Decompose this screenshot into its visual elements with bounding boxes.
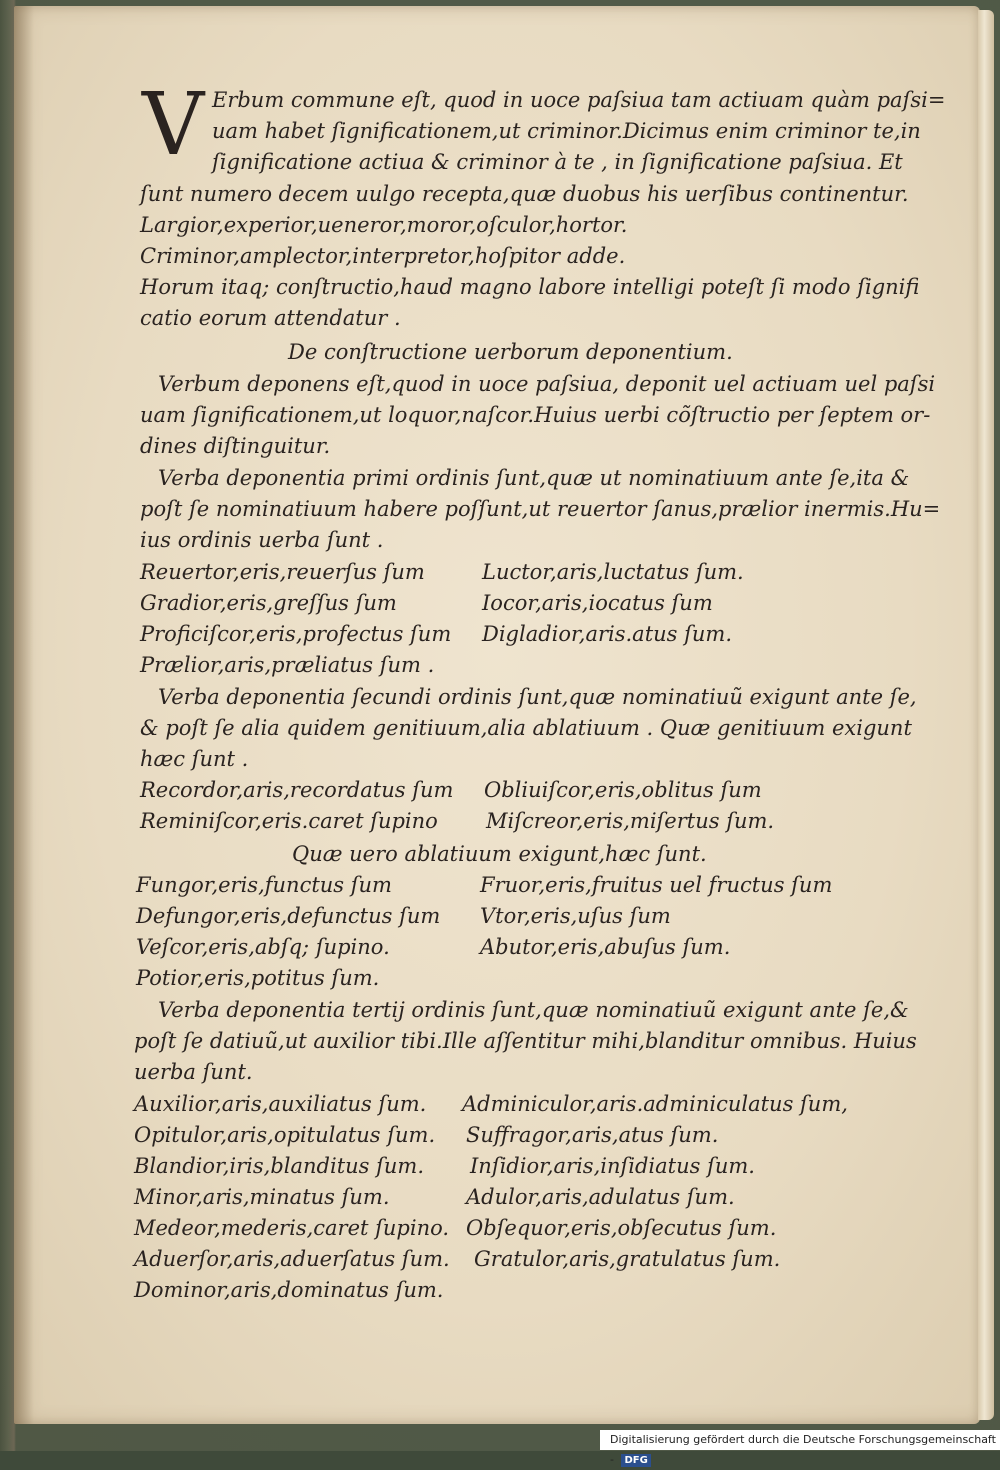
text-line: Auxilior,aris,auxiliatus ſum. (134, 1092, 427, 1116)
text-line: Vtor,eris,uſus ſum (480, 904, 671, 928)
text-line: ſignificatione actiua & criminor à te , in ſignificatione paſsiua. Et (212, 150, 903, 174)
text-line: Erbum commune eſt, quod in uoce paſsiua tam actiuam quàm paſsi= (212, 88, 946, 112)
text-line: Aduerſor,aris,aduerſatus ſum. (134, 1247, 450, 1271)
text-line: Opitulor,aris,opitulatus ſum. (134, 1123, 436, 1147)
text-line: Iocor,aris,iocatus ſum (482, 591, 713, 615)
text-line: poſt ſe datiuũ,ut auxilior tibi.Ille aſſentitur mihi,blanditur omnibus. Huius (134, 1029, 917, 1053)
text-line: Horum itaq; conſtructio,haud magno labore intelligi poteſt ſi modo ſignifi (140, 275, 920, 299)
text-line: Fruor,eris,fruitus uel fructus ſum (480, 873, 833, 897)
dfg-logo-icon: DFG (621, 1454, 650, 1467)
text-line: Reuertor,eris,reuerſus ſum (140, 560, 425, 584)
text-line: Blandior,iris,blanditus ſum. (134, 1154, 424, 1178)
text-line: Dominor,aris,dominatus ſum. (134, 1278, 444, 1302)
text-line: Verba deponentia ſecundi ordinis ſunt,quæ nominatiuũ exigunt ante ſe, (158, 685, 917, 709)
text-line: Medeor,mederis,caret ſupino. (134, 1216, 450, 1240)
text-line: Recordor,aris,recordatus ſum (140, 778, 454, 802)
text-line: Criminor,amplector,interpretor,hoſpitor adde. (140, 244, 626, 268)
text-line: ſunt numero decem uulgo recepta,quæ duobus his uerſibus continentur. (140, 182, 909, 206)
text-line: Minor,aris,minatus ſum. (134, 1185, 390, 1209)
text-line: Reminiſcor,eris.caret ſupino (140, 809, 438, 833)
text-line: uam habet ſignificationem,ut criminor.Dicimus enim criminor te,in (212, 119, 921, 143)
text-line: Potior,eris,potitus ſum. (136, 966, 380, 990)
text-line: poſt ſe nominatiuum habere poſſunt,ut reuertor ſanus,prælior inermis.Hu= (140, 497, 941, 521)
text-line: uam ſignificationem,ut loquor,naſcor.Huius uerbi cõſtructio per ſeptem or- (140, 403, 931, 427)
text-line: Adulor,aris,adulatus ſum. (466, 1185, 735, 1209)
text-line: Miſcreor,eris,miſertus ſum. (486, 809, 775, 833)
text-line: Suffragor,aris,atus ſum. (466, 1123, 719, 1147)
text-line: Verbum deponens eſt,quod in uoce paſsiua, deponit uel actiuam uel paſsi (158, 372, 936, 396)
text-line: Gratulor,aris,gratulatus ſum. (474, 1247, 781, 1271)
text-line: Veſcor,eris,abſq; ſupino. (136, 935, 390, 959)
text-line: Largior,experior,uenеror,moror,oſculor,hortor. (140, 213, 628, 237)
text-line: Obſequor,eris,obſecutus ſum. (466, 1216, 777, 1240)
text-line: Abutor,eris,abuſus ſum. (480, 935, 731, 959)
text-line: Luctor,aris,luctatus ſum. (482, 560, 744, 584)
digitization-footer (600, 1430, 1000, 1466)
text-line: Prælior,aris,præliatus ſum . (140, 653, 435, 677)
text-line: Verba deponentia tertij ordinis ſunt,quæ nominatiuũ exigunt ante ſe,& (158, 998, 909, 1022)
text-line: uerba ſunt. (134, 1060, 253, 1084)
text-line: ius ordinis uerba ſunt . (140, 528, 384, 552)
text-line: Proficiſcor,eris,profectus ſum (140, 622, 452, 646)
text-line: Quæ uero ablatiuum exigunt,hæc ſunt. (292, 842, 707, 866)
text-line: hæc ſunt . (140, 747, 249, 771)
text-line: Fungor,eris,functus ſum (136, 873, 392, 897)
text-line: Gradior,eris,greſſus ſum (140, 591, 397, 615)
text-line: dines diſtinguitur. (140, 434, 331, 458)
text-line: De conſtructione uerborum deponentium. (288, 340, 733, 364)
text-line: Defungor,eris,defunctus ſum (136, 904, 441, 928)
text-line: Adminiculor,aris.adminiculatus ſum, (462, 1092, 848, 1116)
footer-credit: Digitalisierung gefördert durch die Deutsche Forschungsgemeinschaft - (610, 1433, 996, 1466)
text-line: Digladior,aris.atus ſum. (482, 622, 732, 646)
text-line: Verba deponentia primi ordinis ſunt,quæ ut nominatiuum ante ſe,ita & (158, 466, 910, 490)
drop-capital: V (142, 75, 205, 175)
text-line: Obliuiſcor,eris,oblitus ſum (484, 778, 762, 802)
text-line: Inſidior,aris,inſidiatus ſum. (470, 1154, 755, 1178)
text-line: & poſt ſe alia quidem genitiuum,alia ablatiuum . Quæ genitiuum exigunt (140, 716, 912, 740)
text-line: catio eorum attendatur . (140, 306, 401, 330)
